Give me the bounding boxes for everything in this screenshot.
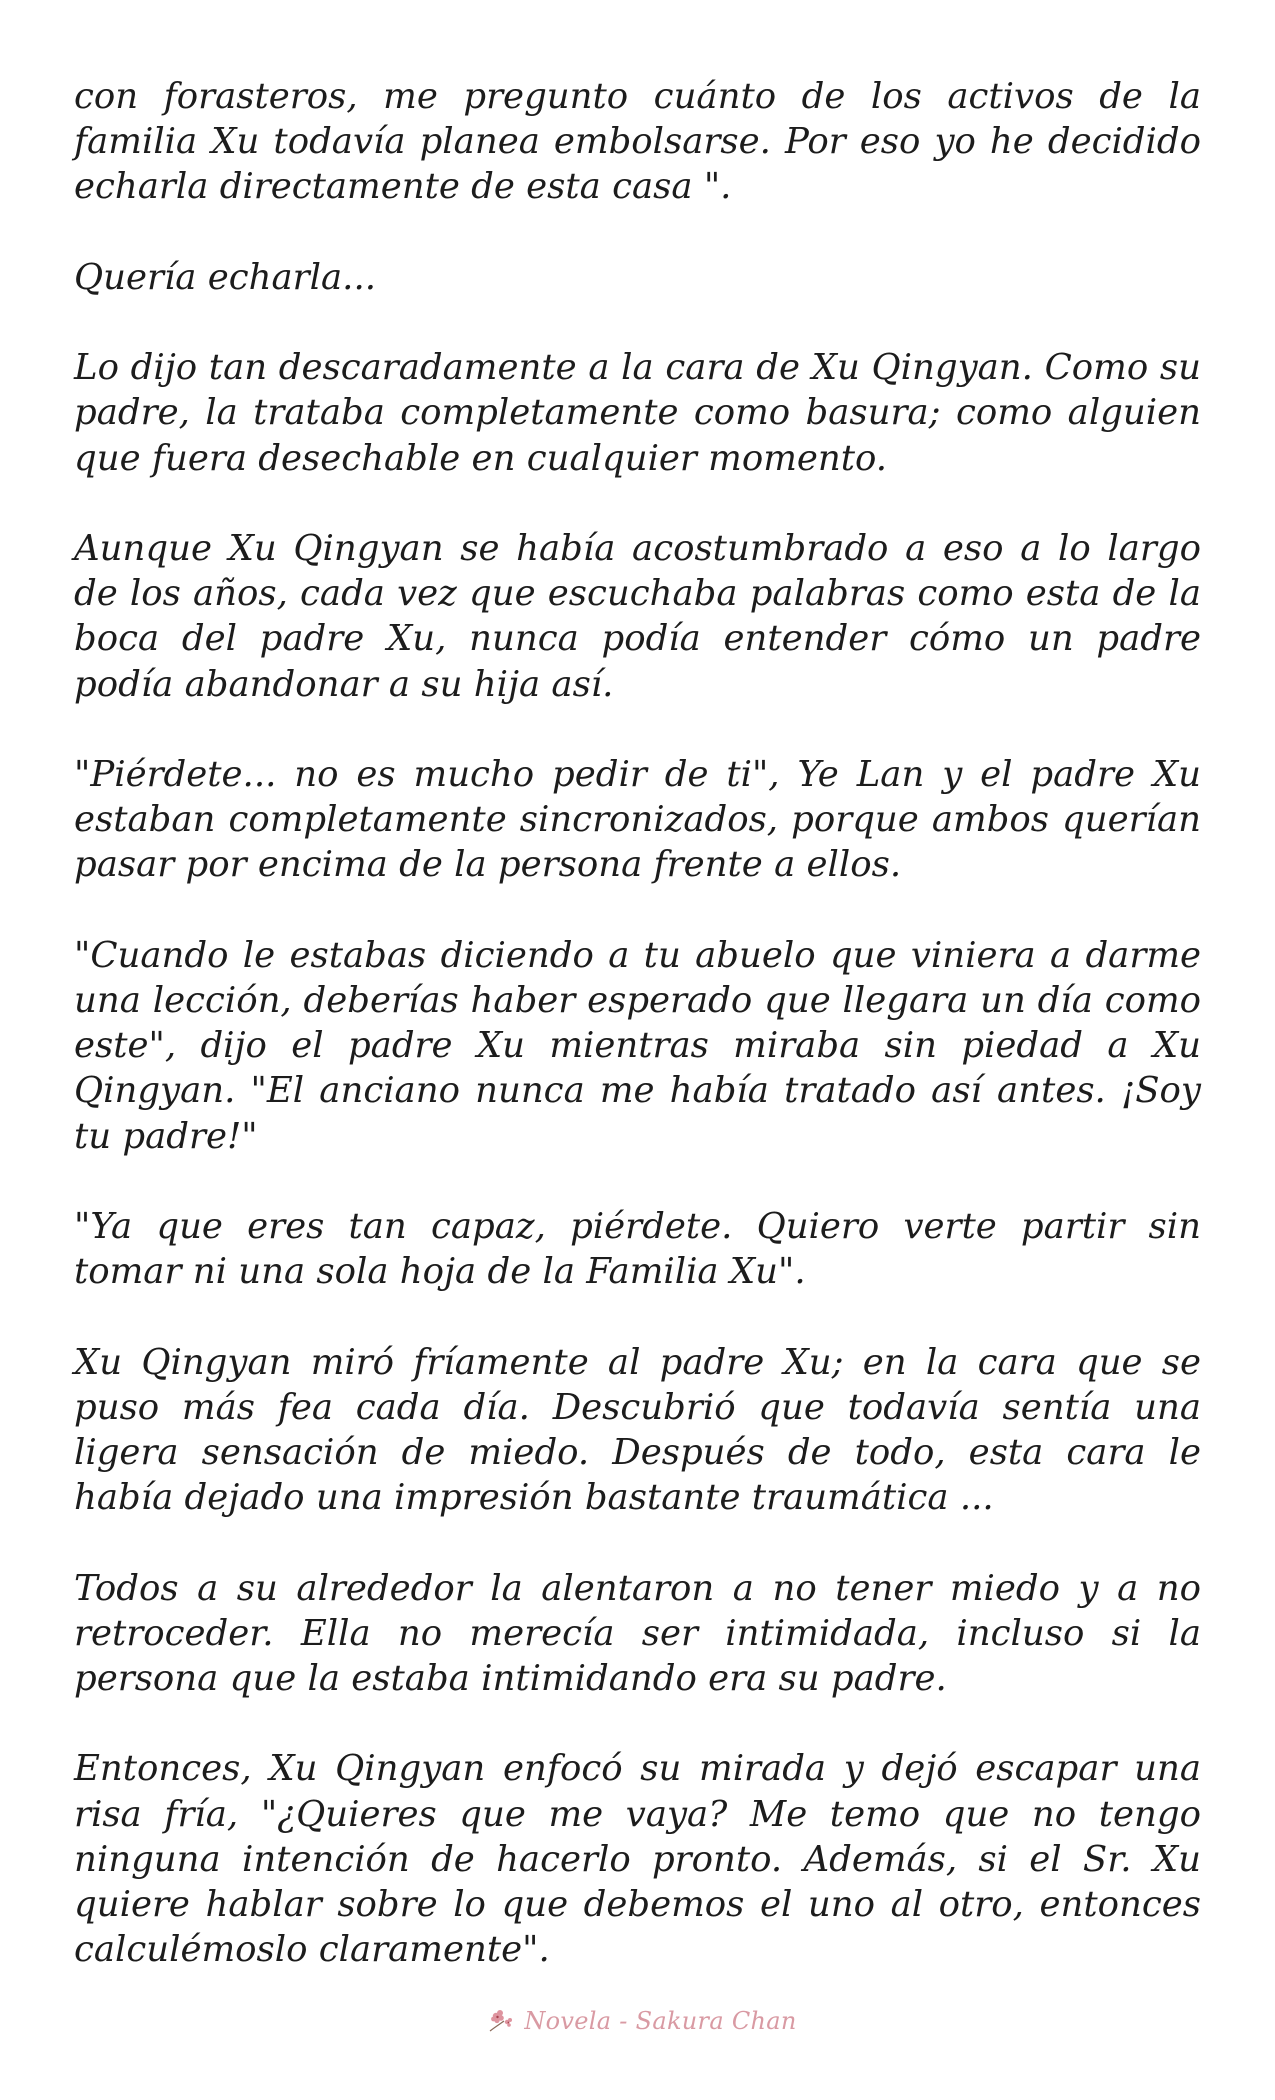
paragraph-2: Quería echarla... bbox=[74, 256, 377, 298]
sakura-blossom-icon bbox=[486, 2007, 516, 2035]
paragraph-1: con forasteros, me pregunto cuánto de los activos de la familia Xu todavía planea embolsarse. Por eso yo he decidido echarla directamente de esta casa ". bbox=[74, 76, 1201, 208]
paragraph-10: Entonces, Xu Qingyan enfocó su mirada y dejó escapar una risa fría, "¿Quieres que me vaya? Me temo que no tengo ninguna intención de hacerlo pronto. Además, si el Sr. Xu quiere hablar sobre lo que debemos el uno al otro, entonces calculémoslo claramente". bbox=[74, 1748, 1201, 1971]
watermark-text: Novela - Sakura Chan bbox=[524, 2007, 797, 2035]
paragraph-4: Aunque Xu Qingyan se había acostumbrado a eso a lo largo de los años, cada vez que escuchaba palabras como esta de la boca del padre Xu, nunca podía entender cómo un padre podía abandonar a su hija así. bbox=[74, 527, 1201, 705]
paragraph-7: "Ya que eres tan capaz, piérdete. Quiero verte partir sin tomar ni una sola hoja de la Familia Xu". bbox=[74, 1205, 1201, 1293]
paragraph-5: "Piérdete... no es mucho pedir de ti", Ye Lan y el padre Xu estaban completamente sincronizados, porque ambos querían pasar por encima de la persona frente a ellos. bbox=[74, 753, 1201, 886]
document-body bbox=[74, 74, 1201, 1972]
paragraph-6: "Cuando le estabas diciendo a tu abuelo que viniera a darme una lección, deberías haber esperado que llegara un día como este", dijo el padre Xu mientras miraba sin piedad a Xu Qingyan. "El anciano nunca me había tratado así antes. ¡Soy tu padre!" bbox=[74, 934, 1201, 1157]
paragraph-9: Todos a su alrededor la alentaron a no tener miedo y a no retroceder. Ella no merecía ser intimidada, incluso si la persona que la estaba intimidando era su padre. bbox=[74, 1567, 1201, 1699]
paragraph-8: Xu Qingyan miró fríamente al padre Xu; en la cara que se puso más fea cada día. Descubrió que todavía sentía una ligera sensación de miedo. Después de todo, esta cara le había dejado una impresión bastante traumática ... bbox=[74, 1341, 1201, 1519]
watermark bbox=[486, 2007, 796, 2035]
footer bbox=[0, 2001, 1275, 2041]
paragraph-3: Lo dijo tan descaradamente a la cara de Xu Qingyan. Como su padre, la trataba completamente como basura; como alguien que fuera desechable en cualquier momento. bbox=[74, 347, 1201, 479]
